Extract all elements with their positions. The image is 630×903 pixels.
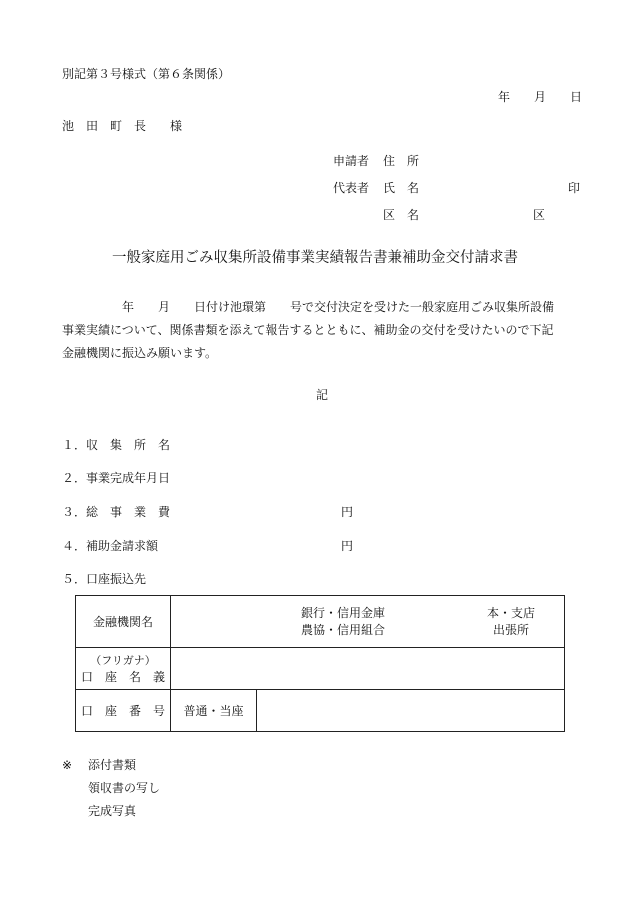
item-bank-transfer: ５．口座振込先 — [62, 572, 147, 586]
attachment-item: 完成写真 — [88, 804, 137, 818]
bank-type-line: 農協・信用組合 — [301, 623, 386, 637]
branch-options — [487, 605, 535, 639]
bank-type-options — [301, 605, 385, 639]
name-label: 氏 名 — [383, 181, 420, 195]
district-suffix: 区 — [533, 208, 546, 222]
seal-mark: 印 — [568, 181, 581, 195]
note-mark: ※ — [62, 758, 73, 772]
subsidy-amount-yen: 円 — [341, 539, 354, 553]
institution-label: 金融機関名 — [92, 615, 153, 629]
attachments-heading: 添付書類 — [88, 758, 137, 772]
institution-label-cell — [76, 596, 171, 648]
branch-line: 本・支店 — [487, 606, 536, 620]
table-row — [76, 596, 565, 648]
item-completion-date: ２．事業完成年月日 — [62, 471, 171, 485]
bank-account-table — [75, 595, 565, 732]
total-cost-yen: 円 — [341, 505, 354, 519]
account-number-label: 口 座 番 号 — [80, 704, 165, 718]
ki-heading: 記 — [316, 388, 329, 402]
item-total-cost: ３．総 事 業 費 — [62, 505, 171, 519]
form-label: 別記第３号様式（第６条関係） — [62, 67, 231, 81]
body-paragraph — [62, 296, 582, 365]
account-type-cell[interactable] — [171, 690, 257, 732]
furigana-label: （フリガナ） — [90, 653, 156, 667]
item-subsidy-amount: ４．補助金請求額 — [62, 539, 159, 553]
account-type-options: 普通・当座 — [183, 704, 244, 718]
address-label: 住 所 — [383, 154, 420, 168]
body-line: 金融機関に振込み願います。 — [62, 346, 218, 360]
item-collection-site: １．収 集 所 名 — [62, 438, 171, 452]
table-row — [76, 690, 565, 732]
account-holder-label: 口 座 名 義 — [80, 669, 165, 684]
table-row — [76, 648, 565, 690]
bank-type-line: 銀行・信用金庫 — [301, 606, 386, 620]
account-number-value-cell[interactable] — [257, 690, 565, 732]
attachment-item: 領収書の写し — [88, 781, 161, 795]
institution-value-cell[interactable] — [171, 596, 565, 648]
account-number-label-cell — [76, 690, 171, 732]
body-line: 事業実績について、関係書類を添えて報告するとともに、補助金の交付を受けたいので下記 — [62, 323, 554, 337]
body-line: 年 月 日付け池環第 号で交付決定を受けた一般家庭用ごみ収集所設備 — [62, 300, 555, 314]
district-label: 区 名 — [383, 208, 420, 222]
applicant-role-label: 申請者 — [333, 154, 370, 168]
representative-role-label: 代表者 — [333, 181, 370, 195]
account-holder-value-cell[interactable] — [171, 648, 565, 690]
document-title: 一般家庭用ごみ収集所設備事業実績報告書兼補助金交付請求書 — [112, 250, 518, 266]
branch-line: 出張所 — [493, 623, 530, 637]
addressee: 池 田 町 長 様 — [62, 119, 183, 133]
account-holder-label-cell — [76, 648, 171, 690]
date-line: 年 月 日 — [497, 90, 582, 104]
